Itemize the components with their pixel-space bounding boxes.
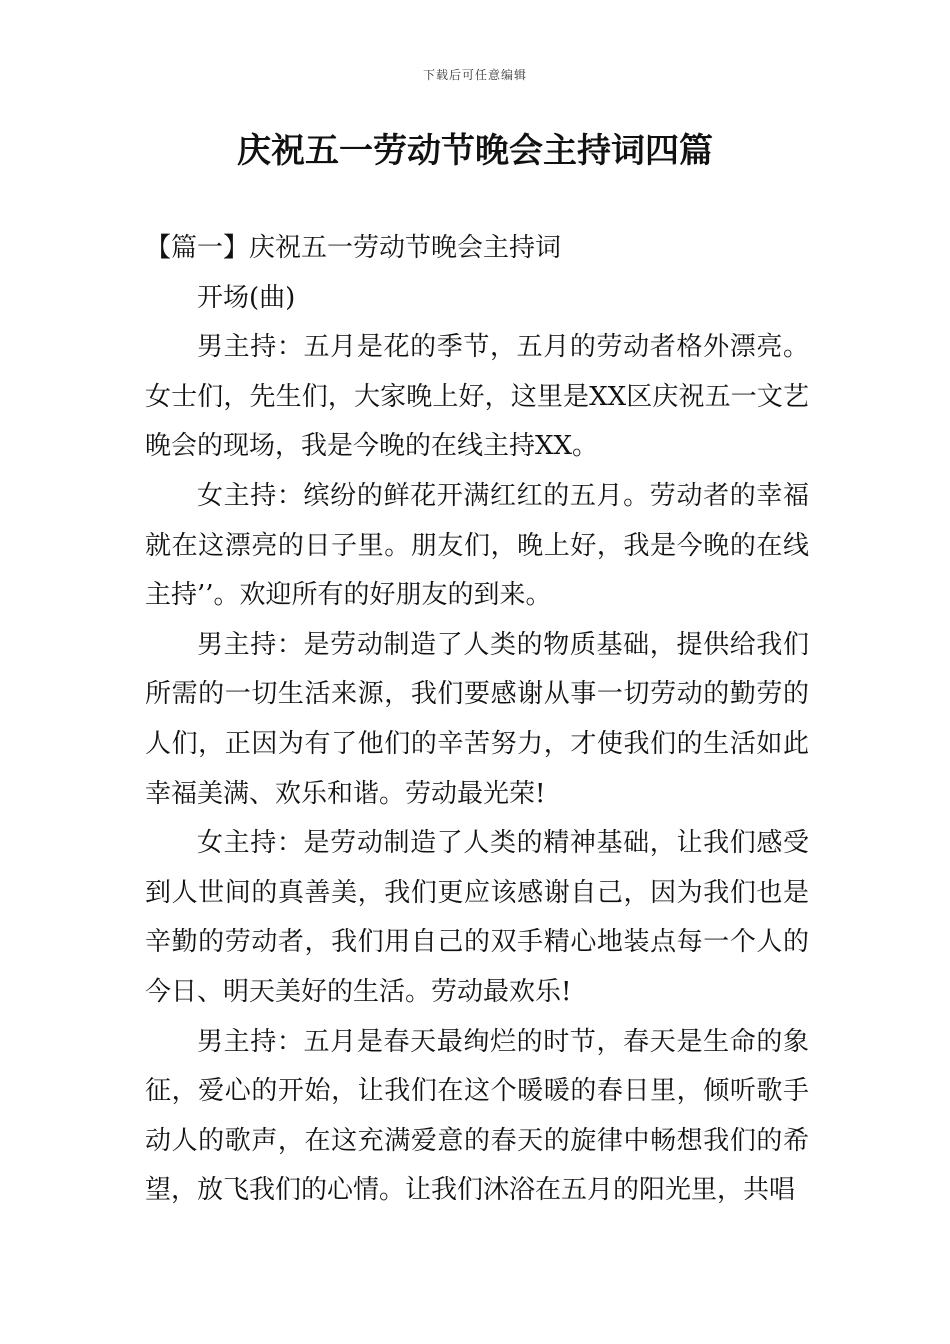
- paragraph: 女主持：是劳动制造了人类的精神基础，让我们感受到人世间的真善美，我们更应该感谢自己，因为我们也是辛勤的劳动者，我们用自己的双手精心地装点每一个人的今日、明天美好的生活。劳动最欢乐!: [145, 828, 809, 1007]
- paragraph: 女主持：缤纷的鲜花开满红红的五月。劳动者的幸福就在这漂亮的日子里。朋友们，晚上好，我是今晚的在线主持’’。欢迎所有的好朋友的到来。: [145, 480, 809, 611]
- document-body: [145, 224, 809, 1216]
- paragraph: 男主持：是劳动制造了人类的物质基础，提供给我们所需的一切生活来源，我们要感谢从事一切劳动的勤劳的人们，正因为有了他们的辛苦努力，才使我们的生活如此幸福美满、欢乐和谐。劳动最光荣!: [145, 629, 809, 809]
- paragraph: 男主持：五月是花的季节，五月的劳动者格外漂亮。女士们，先生们，大家晚上好，这里是XX区庆祝五一文艺晚会的现场，我是今晚的在线主持XX。: [145, 332, 809, 462]
- section-heading: 【篇一】庆祝五一劳动节晚会主持词: [145, 233, 562, 263]
- paragraph: 男主持：五月是春天最绚烂的时节，春天是生命的象征，爱心的开始，让我们在这个暖暖的春日里，倾听歌手动人的歌声，在这充满爱意的春天的旋律中畅想我们的希望，放飞我们的心情。让我们沐浴在五月的阳光里，共唱: [145, 1026, 809, 1206]
- document-title: 庆祝五一劳动节晚会主持词四篇: [237, 131, 713, 171]
- header-note: 下载后可任意编辑: [422, 68, 527, 82]
- paragraph-opening: 开场(曲): [197, 282, 296, 313]
